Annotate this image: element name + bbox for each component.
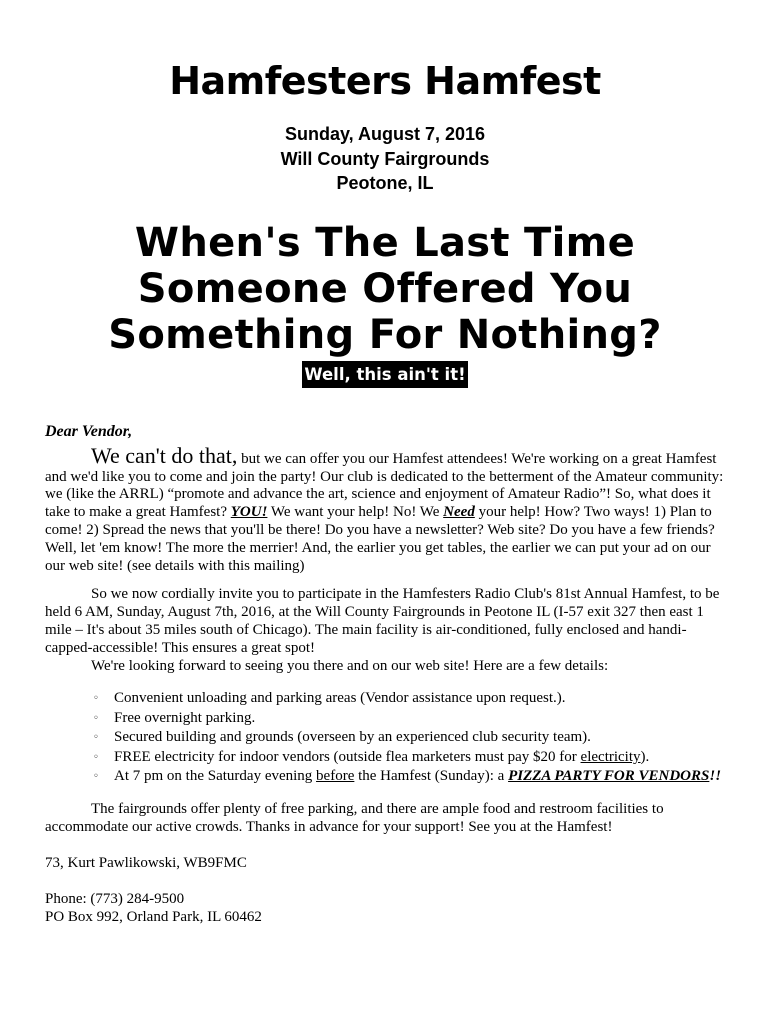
pizza-party-emphasis: PIZZA PARTY FOR VENDORS [508, 768, 710, 785]
mailing-address: PO Box 992, Orland Park, IL 60462 [45, 909, 262, 926]
headline-line-2: Someone Offered You [137, 266, 633, 312]
phone-number: Phone: (773) 284-9500 [45, 891, 185, 908]
list-item-text: Secured building and grounds (overseen by an experienced club security team). [114, 729, 591, 746]
list-item [93, 767, 730, 787]
signature: 73, Kurt Pawlikowski, WB9FMC [45, 855, 247, 872]
paragraph-details-intro: We're looking forward to seeing you there and on our web site! Here are a few details: [91, 657, 609, 674]
bullet-icon: ◦ [93, 771, 99, 783]
bullet-icon: ◦ [93, 751, 99, 763]
list-item-text: Convenient unloading and parking areas (Vendor assistance upon request.). [114, 690, 566, 707]
event-venue: Will County Fairgrounds [280, 148, 490, 169]
list-item [93, 709, 730, 729]
event-location: Peotone, IL [336, 173, 434, 193]
event-info [0, 122, 770, 196]
paragraph-closing: The fairgrounds offer plenty of free parking, and there are ample food and restroom facilities to accommodate our active crowds. Thanks in advance for your support! See you at the Hamfest! [45, 800, 664, 835]
list-item-text: Free overnight parking. [114, 709, 256, 726]
event-date: Sunday, August 7, 2016 [284, 124, 486, 144]
intro-text-b: We want your help! No! We [267, 504, 444, 521]
bullet-icon: ◦ [93, 732, 99, 744]
list-item-text: ). [640, 748, 650, 765]
bullet-icon: ◦ [93, 693, 99, 705]
intro-lead: We can't do that, [91, 442, 238, 468]
list-item-text: FREE electricity for indoor vendors (outside flea marketers must pay $20 for [114, 748, 581, 765]
electricity-link-text: electricity [580, 748, 641, 765]
paragraph-intro [45, 442, 730, 576]
page-title: Hamfesters Hamfest [169, 59, 601, 103]
headline-line-3: Something For Nothing? [108, 312, 662, 358]
list-item [93, 728, 730, 748]
tagline-wrap [0, 361, 770, 388]
headline-line-1: When's The Last Time [134, 220, 636, 266]
list-item [93, 689, 730, 709]
salutation: Dear Vendor, [45, 423, 133, 440]
before-emphasis: before [316, 768, 355, 785]
intro-text-c: your help! How? Two ways! 1) Plan to come! 2) Spread the news that you'll be there! Do you have a newsletter? Web site? Do you have a few friends? Well, let 'em know! The more the merrier! And, the earlier you get tables, the earlier we can put your ad on our our web site! (see details with this mailing) [45, 504, 715, 574]
intro-you: YOU! [230, 504, 268, 521]
contact-info [45, 891, 730, 927]
letter-body [45, 423, 730, 927]
tagline: Well, this ain't it! [302, 361, 467, 388]
intro-text-a: but we can offer you our Hamfest attendees! We're working on a great Hamfest and we'd like you to come and join the party! Our club is dedicated to the betterment of the Amateur community: we (like the ARRL) “promote and advance the art, science and enjoyment of Amateur Radio”! So, what does it take to make a great Hamfest? [45, 450, 724, 521]
list-item-text: the Hamfest (Sunday): a [354, 768, 509, 785]
intro-need: Need [443, 504, 475, 521]
list-item [93, 748, 730, 768]
list-item-text: At 7 pm on the Saturday evening [114, 768, 317, 785]
paragraph-invitation: So we now cordially invite you to participate in the Hamfesters Radio Club's 81st Annual Hamfest, to be held 6 AM, Sunday, August 7th, 2016, at the Will County Fairgrounds in Peotone IL (I-57 exit 327 then east 1 mile – It's about 35 miles south of Chicago). The main facility is air-conditioned, fully enclosed and handi-capped-accessible! This ensures a great spot! [45, 586, 720, 656]
bullet-icon: ◦ [93, 712, 99, 724]
details-list [45, 689, 730, 787]
headline [0, 220, 770, 358]
exclamation-emphasis: !! [709, 768, 722, 785]
